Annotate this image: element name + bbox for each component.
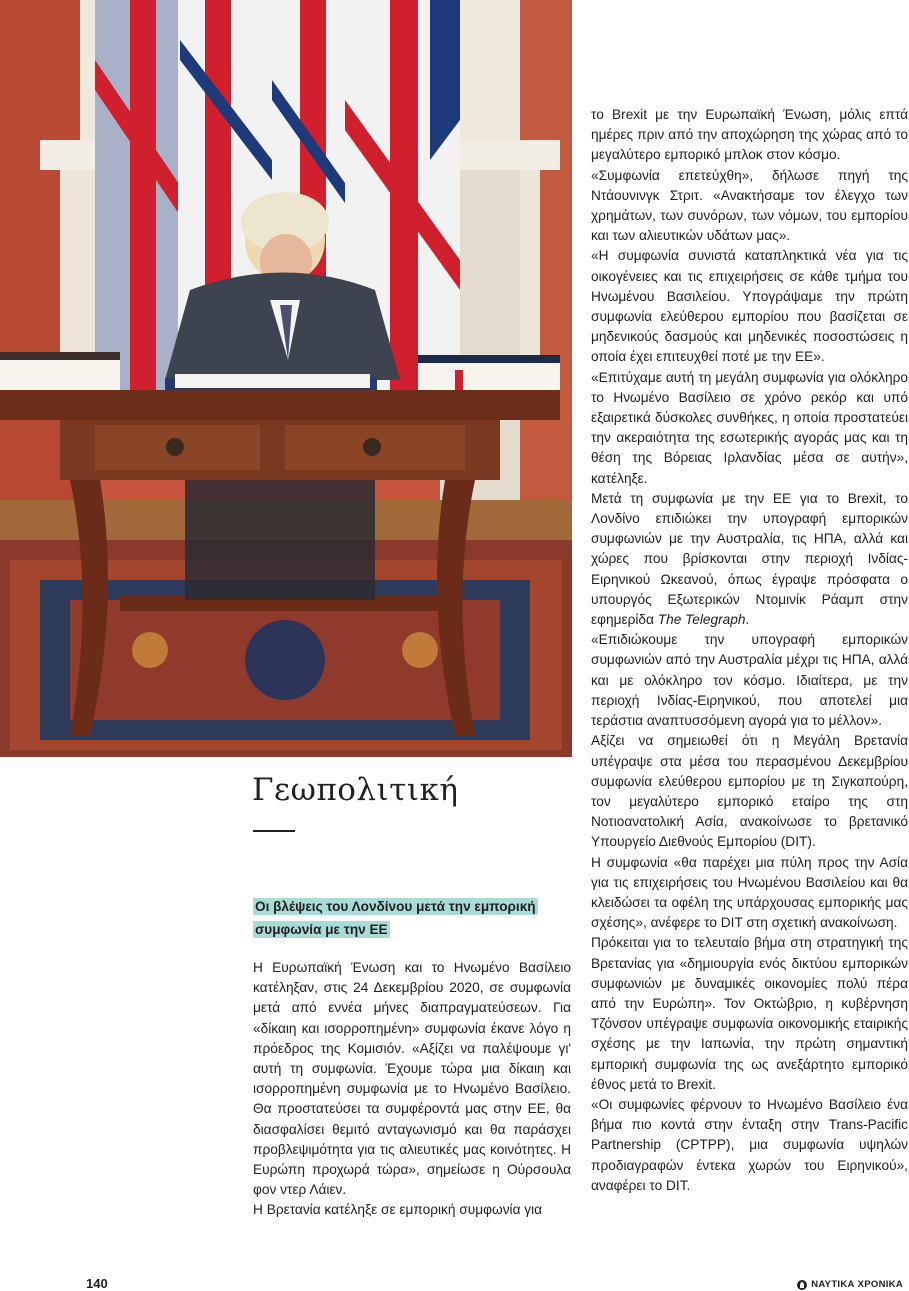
article-column-right bbox=[591, 105, 908, 1196]
section-title: Γεωπολιτική bbox=[252, 772, 459, 808]
paragraph-text-end: . bbox=[745, 612, 750, 628]
paragraph: «Συμφωνία επετεύχθη», δήλωσε πηγή της Ντάουνινγκ Στριτ. «Ανακτήσαμε τον έλεγχο των χρημάτων, των συνόρων, των νόμων, του εμπορίου και των αλιευτικών υδάτων μας». bbox=[591, 167, 908, 244]
paragraph-telegraph bbox=[591, 489, 908, 630]
article-subhead-text: Οι βλέψεις του Λονδίνου μετά την εμπορική συμφωνία με την ΕΕ bbox=[255, 899, 536, 937]
signing-photo-illustration bbox=[0, 0, 572, 757]
paragraph: Η συμφωνία «θα παρέχει μια πύλη προς την Ασία για τις επιχειρήσεις του Ηνωμένου Βασιλείου και θα κλειδώσει τα οφέλη της υπάρχουσας εμπορικής μας σχέσης», ανέφερε το DIT στη σχετική ανακοίνωση. bbox=[591, 854, 908, 931]
newspaper-name: The Telegraph bbox=[657, 612, 746, 628]
paragraph: Αξίζει να σημειωθεί ότι η Μεγάλη Βρετανία υπέγραψε στα μέσα του περασμένου Δεκεμβρίου συμφωνία ελεύθερου εμπορίου με τη Σιγκαπούρη, τον μεγαλύτερο εμπορικό εταίρο της στη Νοτιοανατολική Ασία, ανακοίνωσε το βρετανικό Υπουργείο Διεθνούς Εμπορίου (DIT). bbox=[591, 733, 908, 850]
article-photo bbox=[0, 0, 572, 757]
paragraph: «Επιτύχαμε αυτή τη μεγάλη συμφωνία για ολόκληρο το Ηνωμένο Βασίλειο σε χρόνο ρεκόρ και υπό εξαιρετικά δύσκολες συνθήκες, η οποία προστατεύει την ακεραιότητα της εσωτερικής αγοράς μας και τη θέση της Βόρειας Ιρλανδίας μέσα σε αυτήν», κατέληξε. bbox=[591, 369, 908, 486]
publication-name: ΝΑΥΤΙΚΑ ΧΡΟΝΙΚΑ bbox=[811, 1279, 903, 1290]
paragraph: «Η συμφωνία συνιστά καταπληκτικά νέα για τις οικογένειες και τις επιχειρήσεις σε κάθε τμήμα του Ηνωμένου Βασιλείου. Υπογράψαμε την πρώτη συμφωνία ελεύθερου εμπορίου που βασίζεται σε μηδενικούς δασμούς και μηδενικές ποσοστώσεις η οποία έχει επιτευχθεί ποτέ με την ΕΕ». bbox=[591, 248, 908, 365]
paragraph: Η Βρετανία κατέληξε σε εμπορική συμφωνία για bbox=[253, 1202, 543, 1218]
publication-brand bbox=[797, 1279, 903, 1290]
section-rule bbox=[253, 830, 295, 832]
article-subhead bbox=[253, 895, 573, 941]
paragraph: Πρόκειται για το τελευταίο βήμα στη στρατηγική της Βρετανίας για «δημιουργία ενός δικτύου εμπορικών συμφωνιών με δυναμικές οικονομίες πολύ πέρα από την Ευρώπη». Τον Οκτώβριο, η κυβέρνηση Τζόνσον υπέγραψε συμφωνία οικονομικής εταιρικής σχέσης με την Ιαπωνία, την πρώτη σημαντική εμπορική συμφωνία της ως ανεξάρτητο εμπορικό έθνος μετά το Brexit. bbox=[591, 935, 908, 1092]
publication-logo-icon bbox=[797, 1280, 807, 1290]
article-column-left bbox=[253, 958, 571, 1221]
page-number: 140 bbox=[86, 1276, 108, 1291]
paragraph-text: Μετά τη συμφωνία με την ΕΕ για το Brexit, το Λονδίνο επιδιώκει την υπογραφή εμπορικών συμφωνιών με την Αυστραλία, τις ΗΠΑ, αλλά και χώρες που βρίσκονται στην περιοχή Ινδίας-Ειρηνικού Ωκεανού, όπως έγραψε πρόσφατα ο υπουργός Εξωτερικών Ντομινίκ Ράαμπ στην εφημερίδα bbox=[591, 490, 908, 628]
paragraph: Η Ευρωπαϊκή Ένωση και το Ηνωμένο Βασίλειο κατέληξαν, στις 24 Δεκεμβρίου 2020, σε συμφωνία μετά από εννέα μήνες διαπραγματεύσεων. Για «δίκαιη και ισορροπημένη» συμφωνία έκανε λόγο η πρόεδρος της Κομισιόν. «Αξίζει να παλέψουμε γι' αυτή τη συμφωνία. Έχουμε τώρα μια δίκαιη και ισορροπημένη συμφωνία με το Ηνωμένο Βασίλειο. Θα προστατεύσει τα συμφέροντά μας στην ΕΕ, θα διασφαλίσει θεμιτό ανταγωνισμό και θα παράσχει προβλεψιμότητα για τις αλιευτικές μας κοινότητες. Η Ευρώπη προχωρά τώρα», σημείωσε η Ούρσουλα φον ντερ Λάιεν. bbox=[253, 960, 571, 1198]
paragraph: «Επιδιώκουμε την υπογραφή εμπορικών συμφωνιών από την Αυστραλία μέχρι τις ΗΠΑ, αλλά και με ολόκληρο τον κόσμο. Ιδιαίτερα, με την περιοχή Ινδίας-Ειρηνικού, που αποτελεί μια τεράστια αναπτυσσόμενη αγορά για το μέλλον». bbox=[591, 632, 908, 729]
paragraph: «Οι συμφωνίες φέρνουν το Ηνωμένο Βασίλειο ένα βήμα πιο κοντά στην ένταξη στην Trans-Pacific Partnership (CPTPP), μια συμφωνία υψηλών προδιαγραφών έντεκα χωρών του Ειρηνικού», αναφέρει το DIT. bbox=[591, 1096, 908, 1193]
paragraph: το Brexit με την Ευρωπαϊκή Ένωση, μόλις επτά ημέρες πριν από την αποχώρηση της χώρας από το μεγαλύτερο εμπορικό μπλοκ στον κόσμο. bbox=[591, 107, 908, 163]
